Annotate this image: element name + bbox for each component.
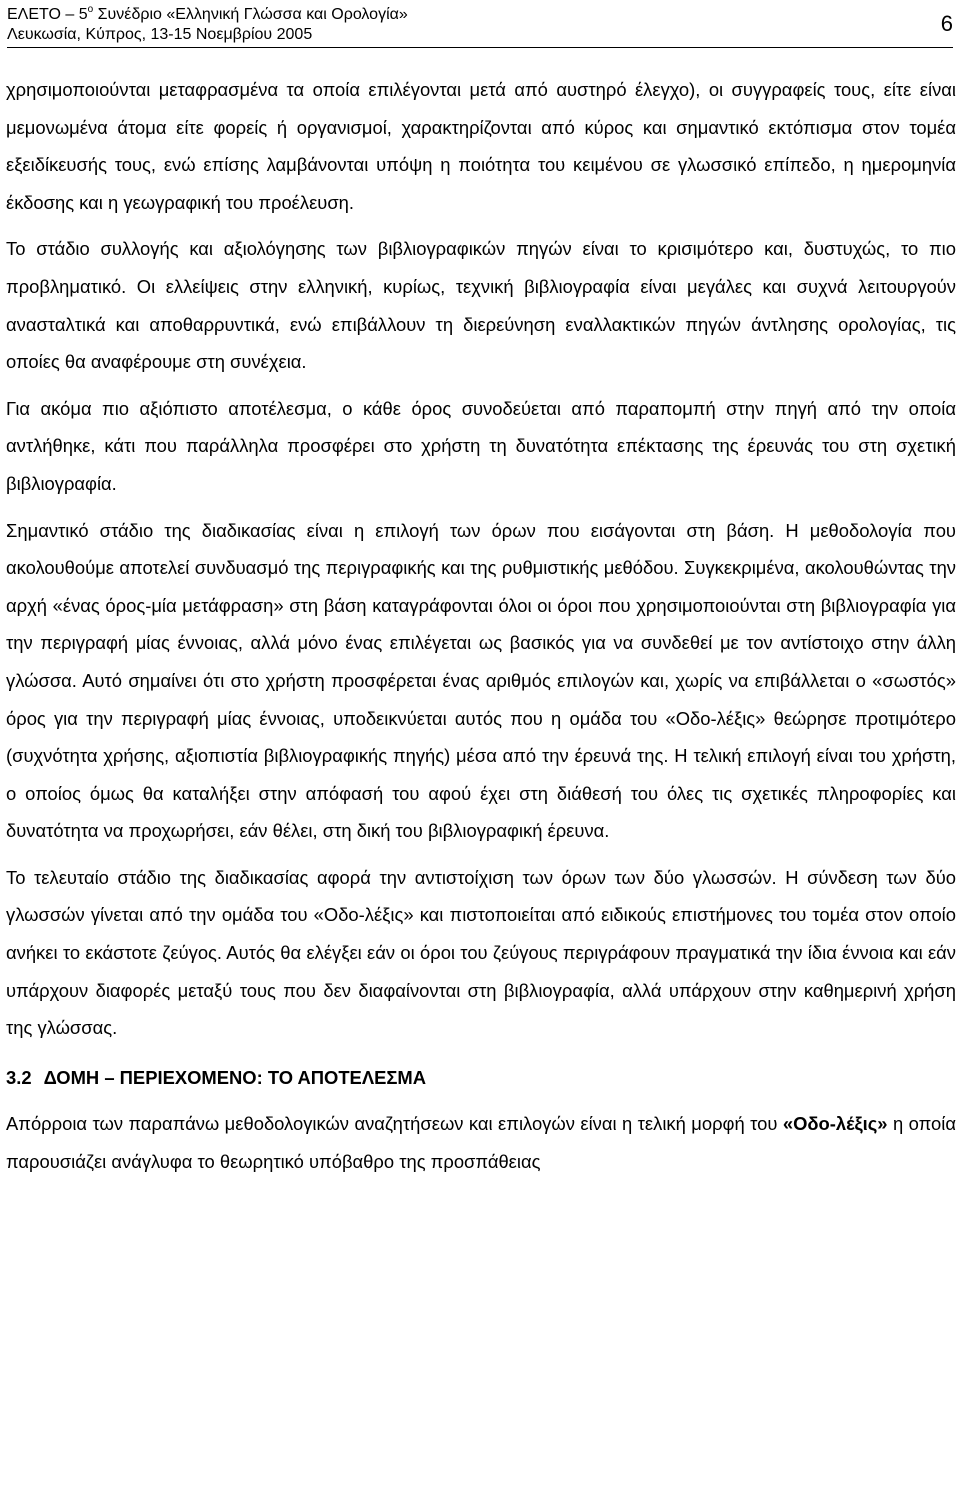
- paragraph-result-end: η οποία παρουσιάζει ανάγλυφα το θεωρητικό υπόβαθρο της προσπάθειας: [6, 1113, 956, 1173]
- conference-title: [7, 5, 953, 25]
- paragraph-term-matching: Το τελευταίο στάδιο της διαδικασίας αφορά την αντιστοίχιση των όρων των δύο γλωσσών. Η σύνδεση των δύο γλωσσών γίνεται από την ομάδα του «Οδο-λέξις» και πιστοποιείται από ειδικούς επιστήμονες του τομέα στον οποίο ανήκει το εκάστοτε ζεύγος. Αυτός θα ελέγξει εάν οι όροι του ζεύγους περιγράφουν πραγματικά την ίδια έννοια και εάν υπάρχουν διαφορές μεταξύ τους που δεν διαφαίνονται στη βιβλιογραφία, αλλά υπάρχουν στην καθημερινή χρήση της γλώσσας.: [6, 866, 956, 1039]
- conference-title-part1: ΕΛΕΤΟ – 5: [7, 6, 88, 23]
- paragraph-term-selection: Σημαντικό στάδιο της διαδικασίας είναι η επιλογή των όρων που εισάγονται στη βάση. Η μεθοδολογία που ακολουθούμε αποτελεί συνδυασμό της περιγραφικής και της ρυθμιστικής μεθόδου. Συγκεκριμένα, ακολουθώντας την αρχή «ένας όρος-μία μετάφραση» στη βάση καταγράφονται όλοι οι όροι που χρησιμοποιούνται στη βιβλιογραφία για την περιγραφή μίας έννοιας, αλλά μόνο ένας επιλέγεται ως βασικός για να συνδεθεί με τον αντίστοιχο στην άλλη γλώσσα. Αυτό σημαίνει ότι στο χρήστη προσφέρεται ένας αριθμός επιλογών και, χωρίς να επιβάλλεται ο «σωστός» όρος για την περιγραφή μίας έννοιας, υποδεικνύεται αυτός που η ομάδα του «Οδο-λέξις» θεώρησε προτιμότερο (συχνότητα χρήσης, αξιοπιστία βιβλιογραφικής πηγής) μέσα από την έρευνά της. Η τελική επιλογή είναι του χρήστη, ο οποίος όμως θα καταλήξει στην απόφασή του αφού έχει στη διάθεσή του όλες τις σχετικές πληροφορίες και δυνατότητα να προχωρήσει, εάν θέλει, στη δική του βιβλιογραφική έρευνα.: [6, 519, 956, 842]
- page-header: [7, 5, 953, 48]
- document-body: [6, 71, 956, 1181]
- paragraph-collection-stage: Το στάδιο συλλογής και αξιολόγησης των βιβλιογραφικών πηγών είναι το κρισιμότερο και, δυστυχώς, το πιο προβληματικό. Οι ελλείψεις στην ελληνική, κυρίως, τεχνική βιβλιογραφία είναι μεγάλες και συχνά λειτουργούν ανασταλτικά και αποθαρρυντικά, ενώ επιβάλλουν τη διερεύνηση εναλλακτικών πηγών άντλησης ορολογίας, τις οποίες θα αναφέρουμε στη συνέχεια.: [6, 238, 956, 373]
- paragraph-reference: Για ακόμα πιο αξιόπιστο αποτέλεσμα, ο κάθε όρος συνοδεύεται από παραπομπή στην πηγή από την οποία αντλήθηκε, κάτι που παράλληλα προσφέρει στο χρήστη τη δυνατότητα επέκτασης της έρευνάς του στη σχετική βιβλιογραφία.: [6, 397, 956, 494]
- conference-title-part2: Συνέδριο «Ελληνική Γλώσσα και Ορολογία»: [93, 6, 408, 23]
- ordinal-superscript: ο: [87, 3, 94, 15]
- section-number: 3.2: [6, 1066, 32, 1088]
- project-name: «Οδο-λέξις»: [782, 1113, 888, 1135]
- paragraph-result: [6, 1105, 956, 1180]
- conference-location-date: Λευκωσία, Κύπρος, 13-15 Νοεμβρίου 2005: [7, 26, 313, 43]
- paragraph-result-start: Απόρροια των παραπάνω μεθοδολογικών αναζητήσεων και επιλογών είναι η τελική μορφή του: [6, 1113, 783, 1135]
- section-title: ΔΟΜΗ – ΠΕΡΙΕΧΟΜΕΝΟ: ΤΟ ΑΠΟΤΕΛΕΣΜΑ: [43, 1066, 426, 1088]
- paragraph-continuation: χρησιμοποιούνται μεταφρασμένα τα οποία επιλέγονται μετά από αυστηρό έλεγχο), οι συγγραφείς τους, είτε είναι μεμονωμένα άτομα είτε φορείς ή οργανισμοί, χαρακτηρίζονται από κύρος και σημαντικό εκτόπισμα στον τομέα εξειδίκευσής τους, ενώ επίσης λαμβάνονται υπόψη η ποιότητα του κειμένου σε γλωσσικό επίπεδο, η ημερομηνία έκδοσης και η γεωγραφική του προέλευση.: [6, 79, 956, 213]
- page-number: 6: [940, 11, 953, 36]
- section-heading: [6, 1059, 956, 1097]
